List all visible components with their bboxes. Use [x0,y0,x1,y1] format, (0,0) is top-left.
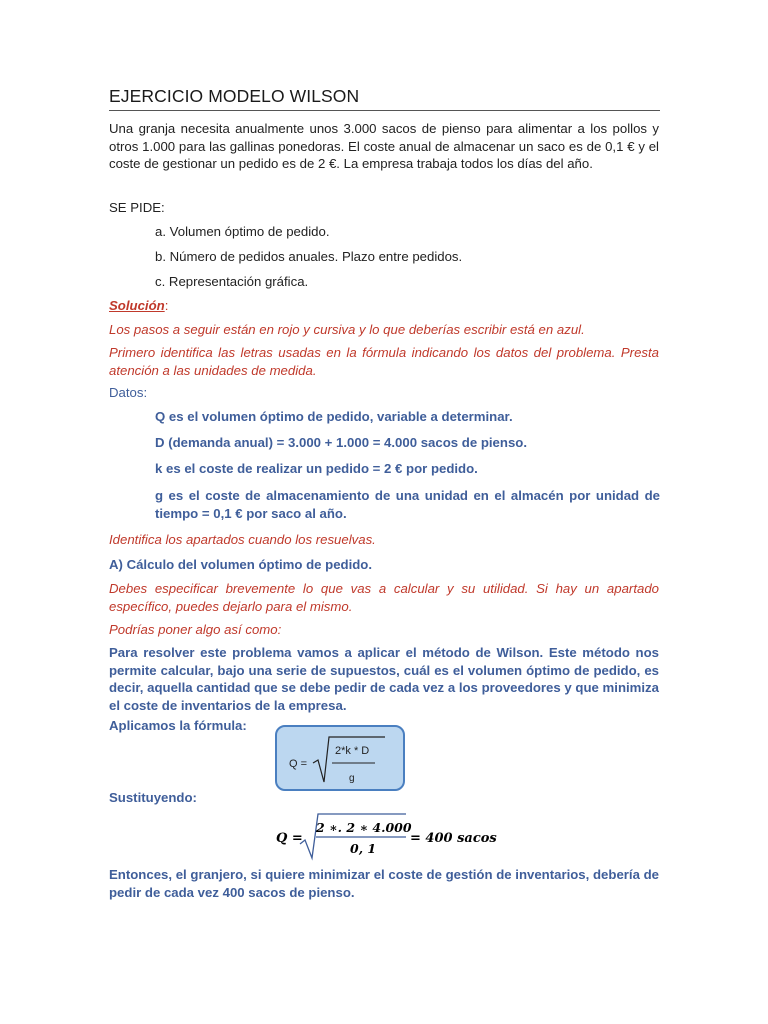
formula-lhs: Q = [289,758,308,770]
substitution-result: = 400 sacos [410,831,497,846]
formula-numerator: 2*k * D [335,745,370,757]
data-item-q: Q es el volumen óptimo de pedido, variable a determinar. [155,409,513,424]
aplicamos-label: Aplicamos la fórmula: [109,718,247,733]
section-a-heading: A) Cálculo del volumen óptimo de pedido. [109,557,373,572]
formula-graphic [277,727,407,793]
list-item: b. Número de pedidos anuales. Plazo entre pedidos. [155,249,463,264]
substitution-formula [270,806,500,864]
list-item: a. Volumen óptimo de pedido. [155,224,330,239]
substitution-lhs: Q = [276,831,303,846]
red-instruction: Debes especificar brevemente lo que vas a calcular y su utilidad. Si hay un apartado específico, puedes dejarlo para el mismo. [109,581,659,614]
solution-colon: : [164,298,169,313]
data-item-k: k es el coste de realizar un pedido = 2 € por pedido. [155,461,478,476]
substitution-denominator: 0, 1 [350,841,377,856]
page-title: EJERCICIO MODELO WILSON [109,86,360,106]
datos-label: Datos: [109,385,148,400]
red-instruction: Identifica los apartados cuando los resuelvas. [109,532,376,547]
formula-denominator: g [349,773,355,784]
substitution-numerator: 2 ∗. 2 ∗ 4.000 [316,820,412,835]
conclusion-text: Entonces, el granjero, si quiere minimizar el coste de gestión de inventarios, debería de pedir de cada vez 400 sacos de pienso. [109,867,659,900]
list-item: c. Representación gráfica. [155,274,309,289]
wilson-formula-box [275,725,405,791]
data-item-d: D (demanda anual) = 3.000 + 1.000 = 4.000 sacos de pienso. [155,435,527,450]
sustituyendo-label: Sustituyendo: [109,790,197,805]
red-instruction: Primero identifica las letras usadas en la fórmula indicando los datos del problema. Presta atención a las unidades de medida. [109,345,659,378]
title-underline [109,110,660,111]
wilson-explanation: Para resolver este problema vamos a aplicar el método de Wilson. Este método nos permite calcular, bajo una serie de supuestos, cuál es el volumen óptimo de pedido, es decir, aquella cantidad que se debe pedir de cada vez a los proveedores y que minimiza el coste de inventarios de la empresa. [109,645,659,713]
data-item-g: g es el coste de almacenamiento de una unidad en el almacén por unidad de tiempo = 0,1 € por saco al año. [155,488,660,521]
solution-label: Solución [109,298,165,313]
se-pide-label: SE PIDE: [109,200,165,215]
red-instruction: Los pasos a seguir están en rojo y cursiva y lo que deberías escribir está en azul. [109,322,585,337]
solution-heading [109,297,659,315]
problem-statement: Una granja necesita anualmente unos 3.000 sacos de pienso para alimentar a los pollos y otros 1.000 para las gallinas ponedoras. El coste anual de almacenar un saco es de 0,1 € y el coste de gestionar un pedido es de 2 €. La empresa trabaja todos los días del año. [109,121,659,171]
red-instruction: Podrías poner algo así como: [109,622,282,637]
